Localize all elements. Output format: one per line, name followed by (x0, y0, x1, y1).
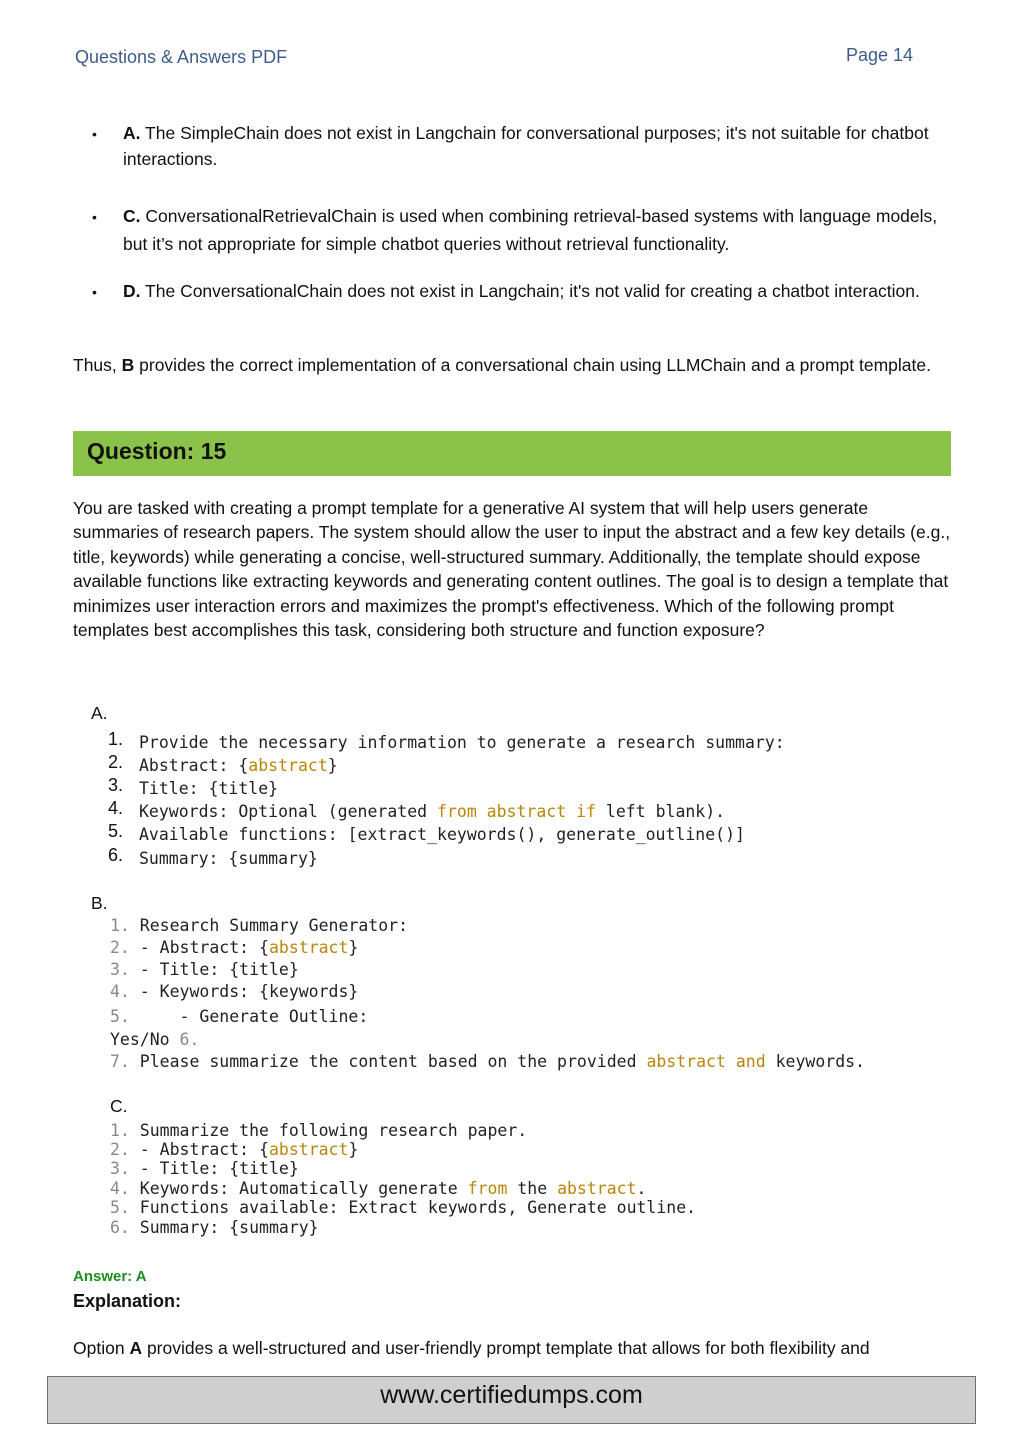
code-text: Research Summary Generator: (129, 916, 409, 935)
code-line (110, 1198, 696, 1217)
code-text: } (348, 1140, 359, 1159)
code-text: the (507, 1179, 558, 1198)
code-line (110, 938, 358, 957)
bullet-marker: • (92, 284, 97, 300)
conclusion-paragraph (73, 351, 953, 379)
footer-url[interactable]: www.certifiedumps.com (380, 1381, 643, 1409)
code-text: Functions available: Extract keywords, Generate outline. (129, 1198, 697, 1217)
code-keyword: from abstract if (437, 802, 596, 821)
line-number: 1. (110, 916, 130, 935)
code-text: . (636, 1179, 647, 1198)
code-keyword: abstract and (646, 1052, 766, 1071)
code-text: - Abstract: { (129, 938, 269, 957)
code-line (110, 1007, 368, 1026)
question-text: You are tasked with creating a prompt template for a generative AI system that will help users generate summaries of research papers. The system should allow the user to input the abstract and a few key details (e.g., title, keywords) while generating a concise, well-structured summary. Additionally, the template should expose available functions like extracting keywords and generating content outlines. The goal is to design a template that minimizes user interaction errors and maximizes the prompt's effectiveness. Which of the following prompt templates best accomplishes this task, considering both structure and function exposure? (73, 498, 951, 641)
option-c-label: C. (110, 1096, 128, 1116)
explanation-paragraph (73, 1335, 973, 1361)
code-line (110, 1052, 865, 1071)
option-a-label: A. (91, 703, 108, 723)
question-title: Question: 15 (87, 438, 227, 464)
header-title: Questions & Answers PDF (75, 47, 288, 67)
code-line (110, 1030, 199, 1049)
final-bold: A (129, 1338, 143, 1358)
code-line (110, 1121, 527, 1140)
line-number: 5. (110, 1198, 130, 1217)
final-prefix: Option (73, 1338, 130, 1358)
bullet-text: The SimpleChain does not exist in Langchain for conversational purposes; it's not suitable for chatbot interactions. (123, 123, 929, 169)
code-text: left blank). (595, 802, 726, 821)
code-line (110, 1140, 358, 1159)
code-text: Abstract: { (139, 756, 249, 775)
line-number: 4. (108, 798, 124, 818)
explanation-bullet-d (123, 277, 943, 305)
code-text: Keywords: Optional (generated (139, 802, 438, 821)
bullet-letter: D. (123, 281, 141, 301)
code-keyword: abstract (268, 1140, 349, 1159)
line-number: 3. (110, 1159, 130, 1178)
conclusion-prefix: Thus, (73, 355, 122, 375)
footer-banner (47, 1376, 976, 1424)
code-text: - Generate Outline: (129, 1007, 369, 1026)
answer-label: Answer: A (73, 1268, 147, 1285)
code-text: Summary: {summary} (129, 1218, 319, 1237)
code-keyword: abstract (557, 1179, 637, 1198)
line-number: 2. (110, 938, 130, 957)
code-text: } (327, 756, 338, 775)
code-keyword: abstract (268, 938, 349, 957)
line-number: 4. (110, 1179, 130, 1198)
final-suffix: provides a well-structured and user-friendly prompt template that allows for both flexibility and (142, 1338, 870, 1358)
conclusion-suffix: provides the correct implementation of a conversational chain using LLMChain and a prompt template. (134, 355, 931, 375)
line-number: 1. (110, 1121, 130, 1140)
code-text: - Keywords: {keywords} (129, 982, 359, 1001)
line-number: 5. (108, 821, 124, 841)
code-keyword: abstract (248, 756, 328, 775)
code-line (110, 960, 299, 979)
line-number: 1. (108, 729, 124, 749)
explanation-bullet-a (123, 120, 943, 172)
code-line: Available functions: [extract_keywords(), generate_outline()] (139, 825, 745, 844)
code-text: - Abstract: { (129, 1140, 269, 1159)
line-number: 6. (179, 1030, 200, 1049)
code-line (110, 916, 408, 935)
code-text: - Title: {title} (129, 960, 299, 979)
line-number: 2. (110, 1140, 130, 1159)
bullet-marker: • (92, 209, 97, 225)
code-line (110, 1159, 299, 1178)
explanation-bullet-c (123, 202, 943, 258)
line-number: 7. (110, 1052, 130, 1071)
line-number: 6. (108, 845, 124, 865)
page-number: Page 14 (846, 45, 914, 65)
bullet-text: The ConversationalChain does not exist in Langchain; it's not valid for creating a chatbot interaction. (140, 281, 920, 301)
line-number: 3. (110, 960, 130, 979)
code-line (110, 982, 358, 1001)
code-line (110, 1179, 646, 1198)
code-line (139, 802, 725, 821)
code-text: Summarize the following research paper. (129, 1121, 528, 1140)
code-text: Yes/No (110, 1030, 180, 1049)
code-keyword: from (467, 1179, 508, 1198)
line-number: 2. (108, 752, 124, 772)
code-line (110, 1218, 319, 1237)
option-b-label: B. (91, 893, 108, 913)
bullet-letter: C. (123, 206, 141, 226)
code-line: Title: {title} (139, 779, 279, 798)
line-number: 4. (110, 982, 130, 1001)
explanation-title: Explanation: (73, 1291, 182, 1311)
code-line: Provide the necessary information to generate a research summary: (139, 733, 785, 752)
code-line (139, 756, 338, 775)
code-text: } (348, 938, 359, 957)
code-text: Please summarize the content based on the provided (129, 1052, 647, 1071)
code-text: - Title: {title} (129, 1159, 299, 1178)
bullet-text: ConversationalRetrievalChain is used when combining retrieval-based systems with language models, but it’s not appropriate for simple chatbot queries without retrieval functionality. (123, 206, 938, 254)
conclusion-bold: B (121, 355, 135, 375)
line-number: 5. (110, 1007, 130, 1026)
code-text: keywords. (765, 1052, 865, 1071)
line-number: 6. (110, 1218, 130, 1237)
bullet-letter: A. (123, 123, 141, 143)
code-text: Keywords: Automatically generate (129, 1179, 468, 1198)
question-header-bar (73, 431, 951, 476)
bullet-marker: • (92, 126, 97, 142)
code-line: Summary: {summary} (139, 849, 318, 868)
line-number: 3. (108, 775, 124, 795)
